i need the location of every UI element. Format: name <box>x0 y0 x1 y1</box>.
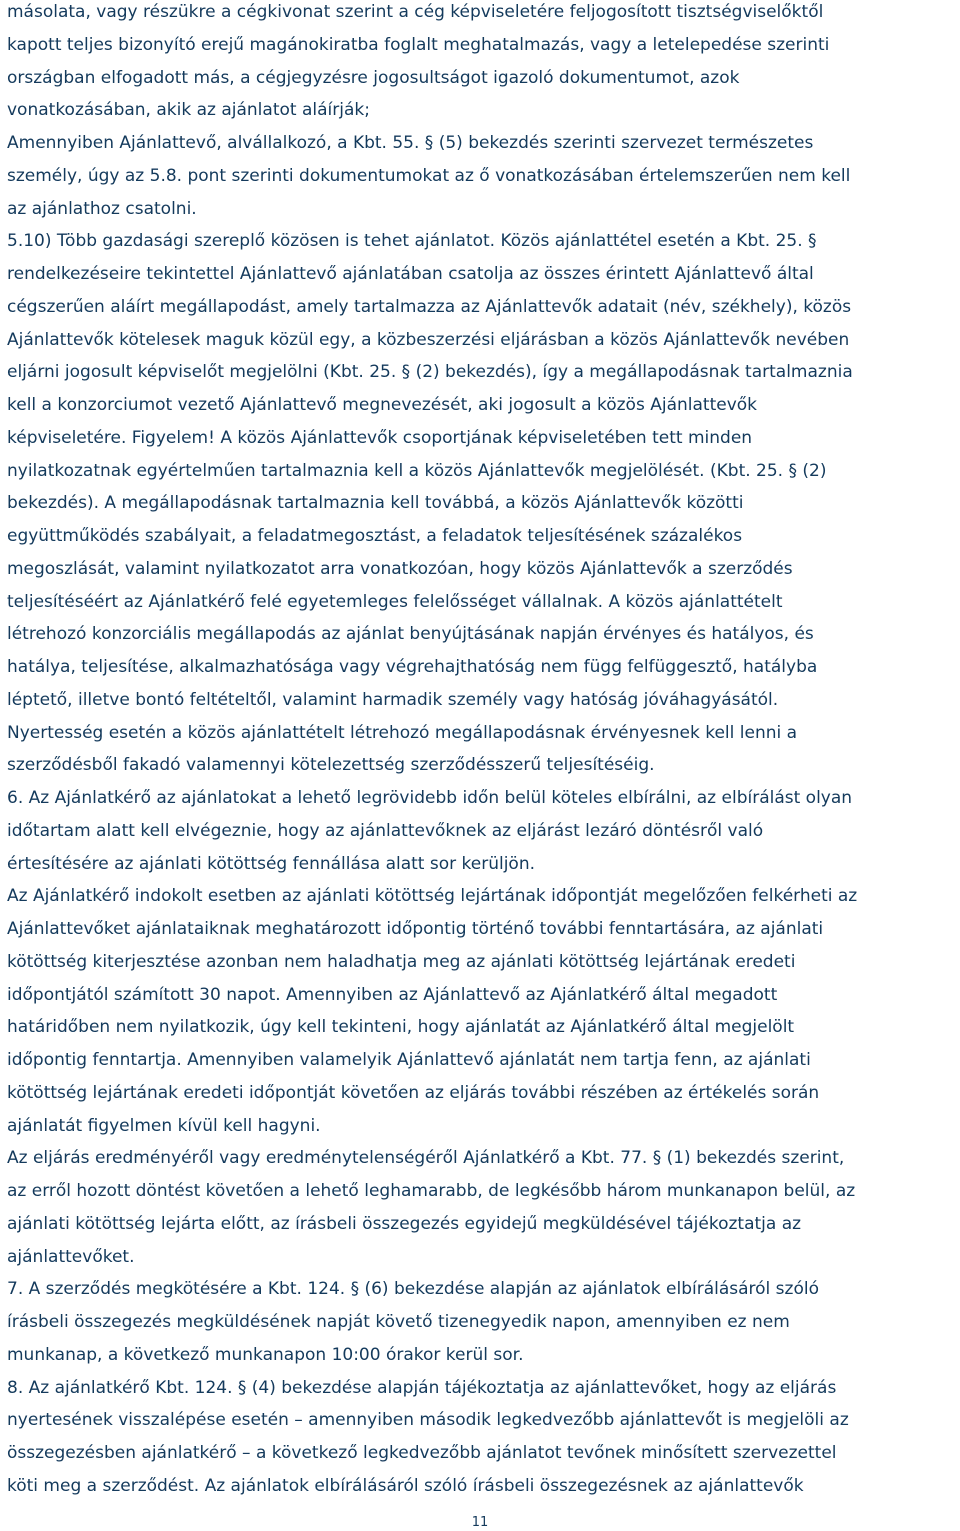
text-line: időpontjától számított 30 napot. Amennyiben az Ajánlattevő az Ajánlatkérő által megadott <box>7 984 778 1005</box>
text-line: Az eljárás eredményéről vagy eredménytelenségéről Ajánlatkérő a Kbt. 77. § (1) bekezdés szerint, <box>7 1148 845 1169</box>
text-line: összegezésben ajánlatkérő – a következő legkedvezőbb ajánlatot tevőnek minősített szervezettel <box>7 1443 837 1463</box>
text-line: vonatkozásában, akik az ajánlatot aláírják; <box>7 100 370 121</box>
text-line: másolata, vagy részükre a cégkivonat szerint a cég képviseletére feljogosított tisztségviselőktől <box>7 2 824 22</box>
text-line: létrehozó konzorciális megállapodás az ajánlat benyújtásának napján érvényes és hatályos, és <box>7 624 814 645</box>
text-line: 6. Az Ajánlatkérő az ajánlatokat a lehető legrövidebb időn belül köteles elbírálni, az elbírálást olyan <box>7 788 853 808</box>
text-line: kötöttség kiterjesztése azonban nem haladhatja meg az ajánlati kötöttség lejártának eredeti <box>7 951 796 972</box>
text-line: határidőben nem nyilatkozik, úgy kell tekinteni, hogy ajánlatát az Ajánlatkérő által megjelölt <box>7 1017 795 1038</box>
text-line: időpontig fenntartja. Amennyiben valamelyik Ajánlattevő ajánlatát nem tartja fenn, az ajánlati <box>7 1050 811 1070</box>
text-line: bekezdés). A megállapodásnak tartalmaznia kell továbbá, a közös Ajánlattevők közötti <box>7 493 744 514</box>
text-line: kell a konzorciumot vezető Ajánlattevő megnevezését, aki jogosult a közös Ajánlattevők <box>7 395 758 415</box>
text-line: országban elfogadott más, a cégjegyzésre jogosultságot igazoló dokumentumot, azok <box>7 67 740 88</box>
page-number: 11 <box>471 1515 489 1530</box>
text-line: képviseletére. Figyelem! A közös Ajánlattevők csoportjának képviseletében tett minden <box>7 427 753 448</box>
text-line: Ajánlattevőket ajánlataiknak meghatározott időpontig történő további fenntartására, az ajánlati <box>7 919 824 939</box>
text-line: eljárni jogosult képviselőt megjelölni (Kbt. 25. § (2) bekezdés), így a megállapodásnak tartalmaznia <box>7 362 853 383</box>
text-line: kötöttség lejártának eredeti időpontját követően az eljárás további részében az értékelés során <box>7 1082 820 1103</box>
text-line: hatálya, teljesítése, alkalmazhatósága vagy végrehajthatóság nem függ felfüggesztő, hatályba <box>7 657 818 677</box>
text-line: Amennyiben Ajánlattevő, alvállalkozó, a Kbt. 55. § (5) bekezdés szerinti szervezet természetes <box>7 133 814 153</box>
text-line: ajánlatát figyelmen kívül kell hagyni. <box>7 1115 321 1136</box>
text-line: 5.10) Több gazdasági szereplő közösen is tehet ajánlatot. Közös ajánlattétel esetén a Kbt. 25. § <box>7 231 817 252</box>
text-line: időtartam alatt kell elvégeznie, hogy az ajánlattevőknek az eljárást lezáró döntésről való <box>7 820 764 841</box>
text-line: ajánlattevőket. <box>7 1246 135 1267</box>
text-line: cégszerűen aláírt megállapodást, amely tartalmazza az Ajánlattevők adatait (név, székhely), közös <box>7 296 852 317</box>
text-line: megoszlását, valamint nyilatkozatot arra vonatkozóan, hogy közös Ajánlattevők a szerződés <box>7 558 793 579</box>
text-line: munkanap, a következő munkanapon 10:00 órakor kerül sor. <box>7 1344 524 1365</box>
text-line: 8. Az ajánlatkérő Kbt. 124. § (4) bekezdése alapján tájékoztatja az ajánlattevőket, hogy az eljárás <box>7 1377 837 1398</box>
text-line: Nyertesség esetén a közös ajánlattételt létrehozó megállapodásnak érvényesnek kell lenni a <box>7 722 798 743</box>
text-line: 7. A szerződés megkötésére a Kbt. 124. § (6) bekezdése alapján az ajánlatok elbírálásáról szóló <box>7 1279 819 1300</box>
text-line: együttműködés szabályait, a feladatmegosztást, a feladatok teljesítésének százalékos <box>7 526 743 546</box>
text-line: köti meg a szerződést. Az ajánlatok elbírálásáról szóló írásbeli összegezésnek az ajánlattevők <box>7 1475 804 1496</box>
text-line: az erről hozott döntést követően a lehető leghamarabb, de legkésőbb három munkanapon belül, az <box>7 1181 856 1201</box>
text-line: ajánlati kötöttség lejárta előtt, az írásbeli összegezés egyidejű megküldésével tájékoztatja az <box>7 1213 802 1234</box>
text-line: szerződésből fakadó valamennyi kötelezettség szerződésszerű teljesítéséig. <box>7 755 655 776</box>
text-line: teljesítéséért az Ajánlatkérő felé egyetemleges felelősséget vállalnak. A közös ajánlattételt <box>7 591 783 612</box>
text-line: Ajánlattevők kötelesek maguk közül egy, a közbeszerzési eljárásban a közös Ajánlattevők nevében <box>7 329 850 350</box>
text-line: írásbeli összegezés megküldésének napját követő tizenegyedik napon, amennyiben ez nem <box>7 1312 790 1332</box>
text-line: rendelkezéseire tekintettel Ajánlattevő ajánlatában csatolja az összes érintett Ajánlattevő által <box>7 264 814 284</box>
text-line: személy, úgy az 5.8. pont szerinti dokumentumokat az ő vonatkozásában értelemszerűen nem kell <box>7 165 851 186</box>
text-line: Az Ajánlatkérő indokolt esetben az ajánlati kötöttség lejártának időpontját megelőzően felkérheti az <box>7 886 858 907</box>
text-line: nyilatkozatnak egyértelműen tartalmaznia kell a közös Ajánlattevők megjelölését. (Kbt. 25. § (2) <box>7 460 827 481</box>
text-line: léptető, illetve bontó feltételtől, valamint harmadik személy vagy hatóság jóváhagyásától. <box>7 689 779 710</box>
text-line: értesítésére az ajánlati kötöttség fennállása alatt sor kerüljön. <box>7 853 536 874</box>
text-line: nyertesének visszalépése esetén – amennyiben második legkedvezőbb ajánlattevőt is megjelöli az <box>7 1410 849 1431</box>
text-line: kapott teljes bizonyító erejű magánokiratba foglalt meghatalmazás, vagy a letelepedése szerinti <box>7 34 830 55</box>
text-line: az ajánlathoz csatolni. <box>7 198 197 219</box>
